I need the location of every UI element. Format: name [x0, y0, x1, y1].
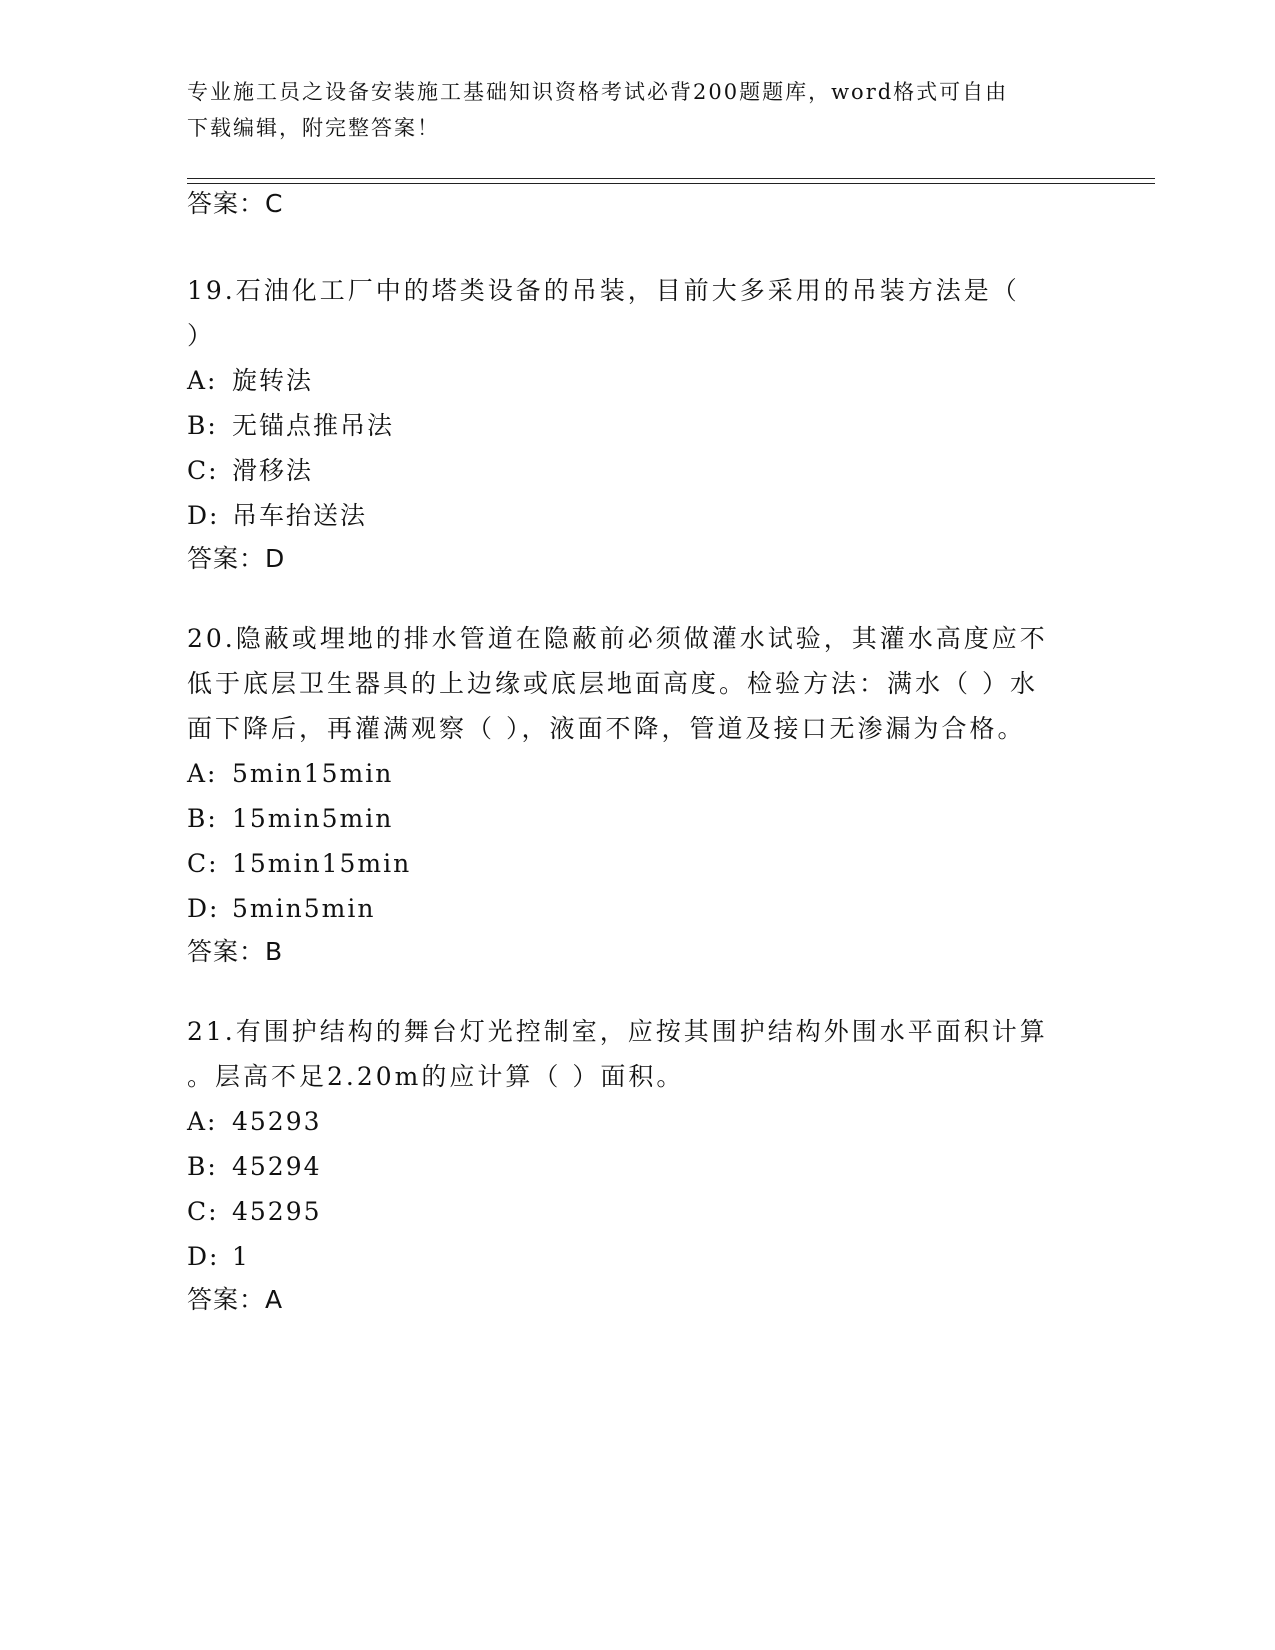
question-text-line: 低于底层卫生器具的上边缘或底层地面高度。检验方法：满水（ ）水	[187, 669, 1038, 698]
option-b	[187, 796, 1087, 841]
question-text-line: ）	[187, 321, 216, 350]
option-b	[187, 1144, 1087, 1189]
option-letter: D:	[187, 894, 220, 923]
previous-answer: 答案：C	[187, 189, 284, 218]
question-20	[187, 616, 1087, 970]
option-text: 滑移法	[232, 456, 314, 485]
question-text-line: 。层高不足2.20m的应计算（ ）面积。	[187, 1062, 685, 1091]
option-text: 无锚点推吊法	[232, 411, 395, 440]
question-text-line: 19.石油化工厂中的塔类设备的吊装，目前大多采用的吊装方法是（	[187, 276, 1020, 305]
option-text: 5min15min	[232, 759, 394, 788]
option-letter: A:	[187, 1107, 218, 1136]
option-letter: B:	[187, 1152, 218, 1181]
question-text-line: 面下降后，再灌满观察（ ），液面不降，管道及接口无渗漏为合格。	[187, 714, 1026, 743]
header-divider-top	[187, 178, 1155, 179]
question-20-text	[187, 616, 1087, 751]
option-letter: C:	[187, 1197, 219, 1226]
option-a	[187, 1099, 1087, 1144]
question-text-line: 21.有围护结构的舞台灯光控制室，应按其围护结构外围水平面积计算	[187, 1017, 1048, 1046]
question-text-line: 20.隐蔽或埋地的排水管道在隐蔽前必须做灌水试验，其灌水高度应不	[187, 624, 1048, 653]
option-letter: D:	[187, 1242, 220, 1271]
option-text: 45294	[232, 1152, 322, 1181]
option-c	[187, 1189, 1087, 1234]
option-c	[187, 841, 1087, 886]
option-text: 45293	[232, 1107, 322, 1136]
option-text: 5min5min	[232, 894, 376, 923]
option-c	[187, 448, 1087, 493]
option-d	[187, 1234, 1087, 1279]
answer-21: 答案：A	[187, 1285, 284, 1314]
option-text: 15min15min	[232, 849, 412, 878]
option-letter: C:	[187, 849, 219, 878]
option-d	[187, 493, 1087, 538]
option-d	[187, 886, 1087, 931]
option-text: 45295	[232, 1197, 322, 1226]
option-letter: A:	[187, 759, 218, 788]
answer-20: 答案：B	[187, 937, 284, 966]
option-b	[187, 403, 1087, 448]
option-a	[187, 751, 1087, 796]
option-text: 15min5min	[232, 804, 394, 833]
option-text: 吊车抬送法	[232, 501, 368, 530]
question-21	[187, 1009, 1087, 1318]
option-a	[187, 358, 1087, 403]
option-letter: D:	[187, 501, 220, 530]
answer-19: 答案：D	[187, 544, 286, 573]
document-header	[187, 74, 1067, 146]
option-letter: B:	[187, 411, 218, 440]
header-divider-bottom	[187, 183, 1155, 184]
option-text: 1	[232, 1242, 250, 1271]
option-text: 旋转法	[232, 366, 314, 395]
option-letter: B:	[187, 804, 218, 833]
option-letter: C:	[187, 456, 219, 485]
question-19	[187, 268, 1087, 577]
header-line-2: 下载编辑，附完整答案！	[187, 116, 440, 140]
question-19-text	[187, 268, 1087, 358]
option-letter: A:	[187, 366, 218, 395]
question-21-text	[187, 1009, 1087, 1099]
header-line-1: 专业施工员之设备安装施工基础知识资格考试必背200题题库，word格式可自由	[187, 80, 1009, 104]
